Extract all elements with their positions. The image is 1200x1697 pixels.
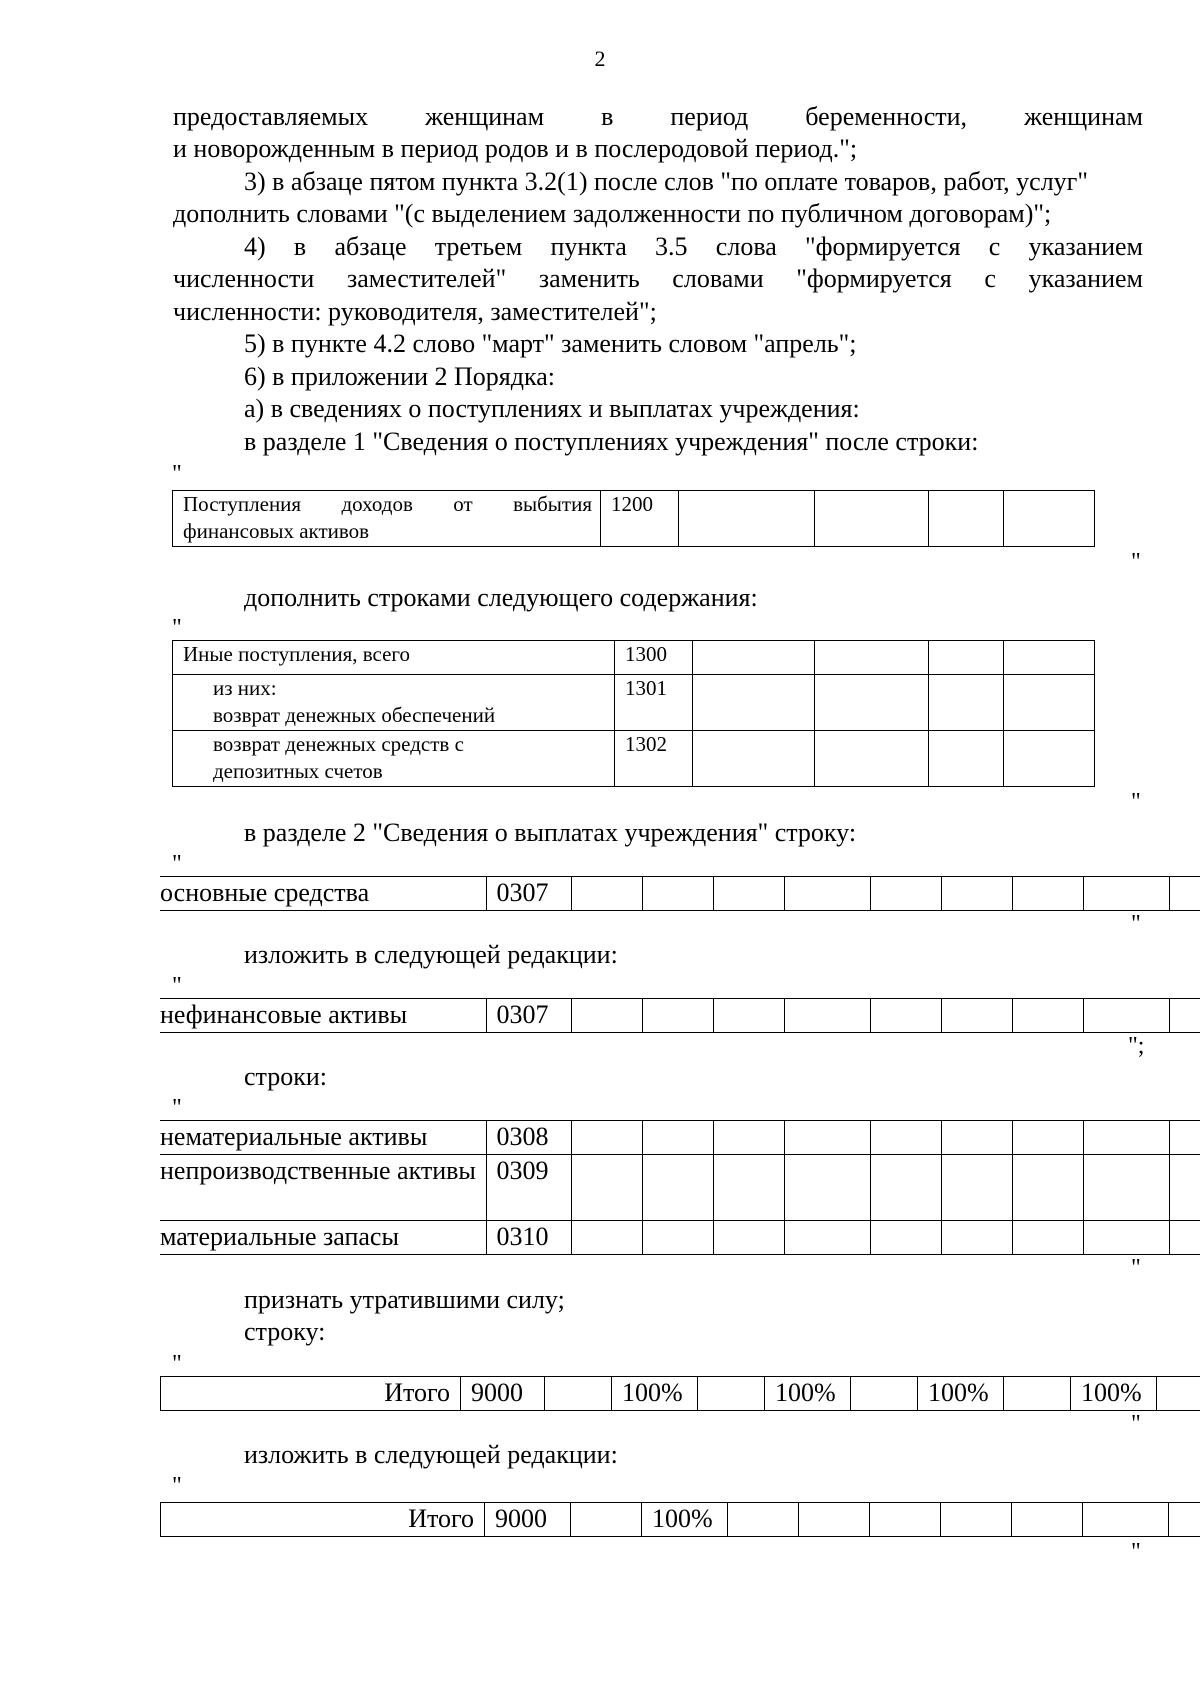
total-percent: 100% [765, 1377, 851, 1411]
row-code: 0307 [486, 999, 571, 1033]
total-percent: 100% [918, 1377, 1004, 1411]
row-code: 0310 [486, 1221, 571, 1255]
row-code: 1302 [615, 731, 693, 787]
row-code: 1301 [615, 675, 693, 731]
close-quote: "; [1128, 1033, 1145, 1059]
paragraph-line: признать утратившими силу; [244, 1285, 565, 1314]
total-table-original [160, 1376, 1200, 1411]
paragraph-line: изложить в следующей редакции: [244, 1440, 618, 1469]
open-quote: " [172, 851, 182, 877]
row-label: Иные поступления, всего [173, 641, 615, 675]
payments-table-original [160, 876, 1200, 911]
row-label: непроизводственные активы [160, 1155, 486, 1221]
open-quote: " [172, 461, 182, 487]
open-quote: " [172, 1351, 182, 1377]
income-table-added-rows [172, 640, 1095, 787]
row-label: Поступления доходов от выбытия финансовых активов [173, 491, 601, 547]
row-code: 0307 [486, 877, 571, 911]
paragraph-line: численности заместителей" заменить словами "формируется с указанием [173, 264, 1143, 293]
close-quote: " [1131, 911, 1141, 937]
total-percent: 100% [642, 1503, 728, 1537]
close-quote: " [1131, 1255, 1141, 1281]
paragraph-line: численности: руководителя, заместителей"; [173, 297, 657, 326]
income-table-original [172, 490, 1095, 547]
row-label: нематериальные активы [160, 1121, 486, 1155]
open-quote: " [172, 1473, 182, 1499]
paragraph-line: и новорожденным в период родов и в послеродовой период."; [173, 134, 858, 163]
paragraph-line: предоставляемых женщинам в период беременности, женщинам [173, 102, 1143, 131]
paragraph-line: строки: [244, 1062, 327, 1091]
paragraph-line: а) в сведениях о поступлениях и выплатах учреждения: [244, 394, 860, 423]
open-quote: " [172, 973, 182, 999]
row-label: материальные запасы [160, 1221, 486, 1255]
paragraph-line: в разделе 2 "Сведения о выплатах учреждения" строку: [244, 818, 857, 847]
paragraph-line: 5) в пункте 4.2 слово "март" заменить словом "апрель"; [244, 329, 857, 358]
row-label: из них: возврат денежных обеспечений [173, 675, 615, 731]
paragraph-line: в разделе 1 "Сведения о поступлениях учреждения" после строки: [244, 427, 979, 456]
paragraph-line: дополнить строками следующего содержания: [244, 583, 758, 612]
row-label: нефинансовые активы [160, 999, 486, 1033]
payments-table-invalidated-rows [160, 1120, 1200, 1255]
total-label: Итого [161, 1503, 485, 1537]
row-label: возврат денежных средств с депозитных счетов [173, 731, 615, 787]
total-label: Итого [161, 1377, 461, 1411]
total-code: 9000 [485, 1503, 571, 1537]
row-code: 0309 [486, 1155, 571, 1221]
close-quote: " [1131, 1411, 1141, 1437]
total-percent: 100% [612, 1377, 698, 1411]
close-quote: " [1131, 789, 1141, 815]
page-number: 2 [594, 46, 606, 71]
paragraph-line: строку: [244, 1317, 326, 1346]
paragraph-line: изложить в следующей редакции: [244, 940, 618, 969]
open-quote: " [172, 615, 182, 641]
paragraph-line: дополнить словами "(с выделением задолженности по публичном договорам)"; [173, 199, 1052, 228]
payments-table-restated [160, 998, 1200, 1033]
paragraph-line: 3) в абзаце пятом пункта 3.2(1) после слов "по оплате товаров, работ, услуг" [244, 167, 1088, 196]
close-quote: " [1131, 1539, 1141, 1565]
row-code: 0308 [486, 1121, 571, 1155]
close-quote: " [1131, 549, 1141, 575]
row-label: основные средства [160, 877, 486, 911]
paragraph-line: 6) в приложении 2 Порядка: [244, 362, 555, 391]
paragraph-line: 4) в абзаце третьем пункта 3.5 слова "формируется с указанием [244, 232, 1143, 261]
row-code: 1200 [601, 491, 679, 547]
total-percent: 100% [1071, 1377, 1157, 1411]
total-code: 9000 [461, 1377, 545, 1411]
total-table-restated [160, 1502, 1200, 1537]
open-quote: " [172, 1095, 182, 1121]
row-code: 1300 [615, 641, 693, 675]
